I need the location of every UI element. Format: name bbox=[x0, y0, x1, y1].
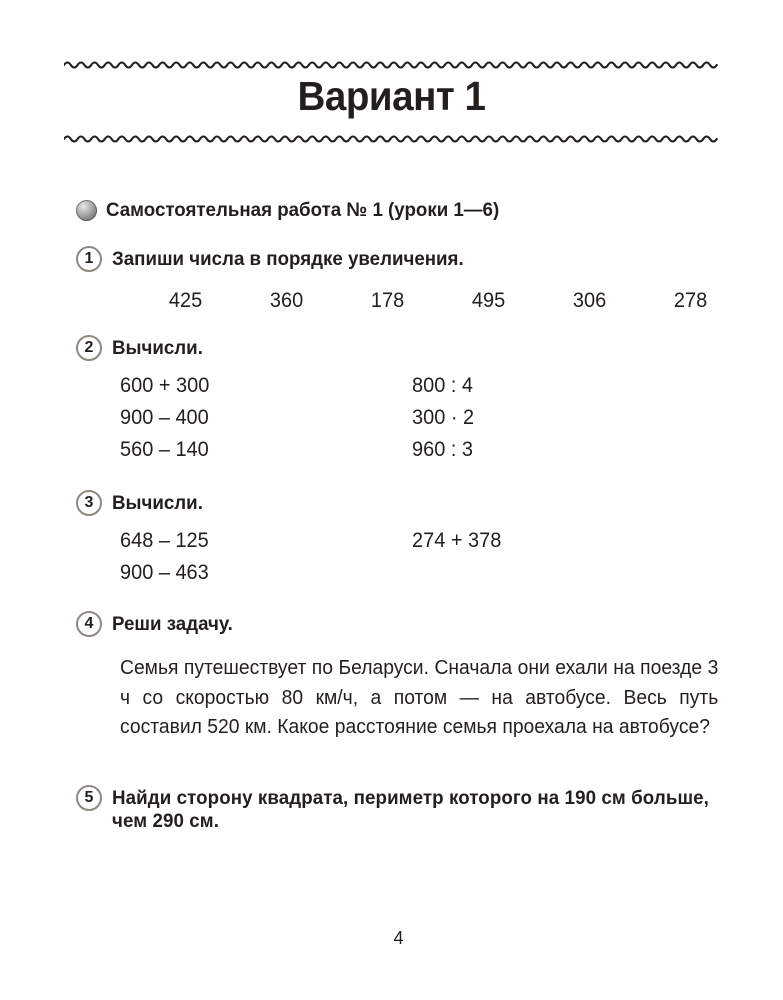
section-heading bbox=[76, 199, 516, 221]
task-1-title: Запиши числа в порядке увеличения. bbox=[112, 248, 464, 270]
page-title: Вариант 1 bbox=[297, 73, 486, 119]
task-1-number-item: 278 bbox=[673, 289, 708, 312]
task-1 bbox=[76, 247, 736, 272]
sphere-bullet-icon bbox=[76, 200, 97, 221]
expression-row bbox=[120, 434, 736, 466]
task-5-title: Найди сторону квадрата, периметр которого на 190 см больше, чем 290 см. bbox=[112, 787, 709, 832]
task-2-header bbox=[76, 336, 736, 361]
task-2-number-badge: 2 bbox=[76, 335, 102, 361]
expression: 800 : 4 bbox=[412, 374, 474, 397]
expression: 900 – 400 bbox=[120, 406, 209, 429]
task-1-number-item: 360 bbox=[269, 289, 304, 312]
expression-row bbox=[120, 402, 736, 434]
section-heading-label: Самостоятельная работа № 1 (уроки 1—6) bbox=[106, 199, 500, 221]
page-header bbox=[0, 52, 783, 152]
task-3-header bbox=[76, 491, 736, 516]
expression: 960 : 3 bbox=[412, 438, 474, 461]
expression-row bbox=[120, 370, 736, 402]
expression: 274 + 378 bbox=[412, 529, 502, 552]
expression: 560 – 140 bbox=[120, 438, 209, 461]
task-1-number-item: 178 bbox=[370, 289, 405, 312]
task-2-expressions bbox=[120, 370, 736, 466]
task-1-number-item: 306 bbox=[572, 289, 607, 312]
task-3-title: Вычисли. bbox=[112, 492, 203, 514]
task-5 bbox=[76, 786, 736, 833]
task-1-header bbox=[76, 247, 736, 272]
task-3 bbox=[76, 491, 736, 584]
task-5-number-badge: 5 bbox=[76, 785, 102, 811]
expression: 648 – 125 bbox=[120, 529, 209, 552]
expression: 300 · 2 bbox=[412, 406, 475, 429]
task-2 bbox=[76, 336, 736, 461]
task-1-number-item: 495 bbox=[471, 289, 506, 312]
task-3-expressions bbox=[120, 525, 736, 589]
task-4-title: Реши задачу. bbox=[112, 613, 233, 635]
task-4-problem-text: Семья путешествует по Беларуси. Сначала они ехали на поезде 3 ч со скоростью 80 км/ч, а потом — на автобусе. Весь путь составил 520 км. Какое расстояние семья проехала на автобусе? bbox=[120, 657, 719, 738]
expression: 600 + 300 bbox=[120, 374, 210, 397]
task-3-number-badge: 3 bbox=[76, 490, 102, 516]
task-4-number-badge: 4 bbox=[76, 611, 102, 637]
wavy-rule-bottom-icon bbox=[64, 132, 720, 146]
task-1-numbers-row bbox=[168, 288, 708, 314]
page-number: 4 bbox=[393, 928, 404, 948]
expression-row bbox=[120, 525, 736, 557]
task-1-number-badge: 1 bbox=[76, 246, 102, 272]
expression-row bbox=[120, 557, 736, 589]
task-5-header bbox=[76, 786, 736, 833]
expression: 900 – 463 bbox=[120, 561, 209, 584]
task-4-header bbox=[76, 612, 736, 637]
task-4 bbox=[76, 612, 736, 738]
task-1-number-item: 425 bbox=[168, 289, 203, 312]
task-2-title: Вычисли. bbox=[112, 337, 203, 359]
wavy-rule-top-icon bbox=[64, 58, 720, 72]
